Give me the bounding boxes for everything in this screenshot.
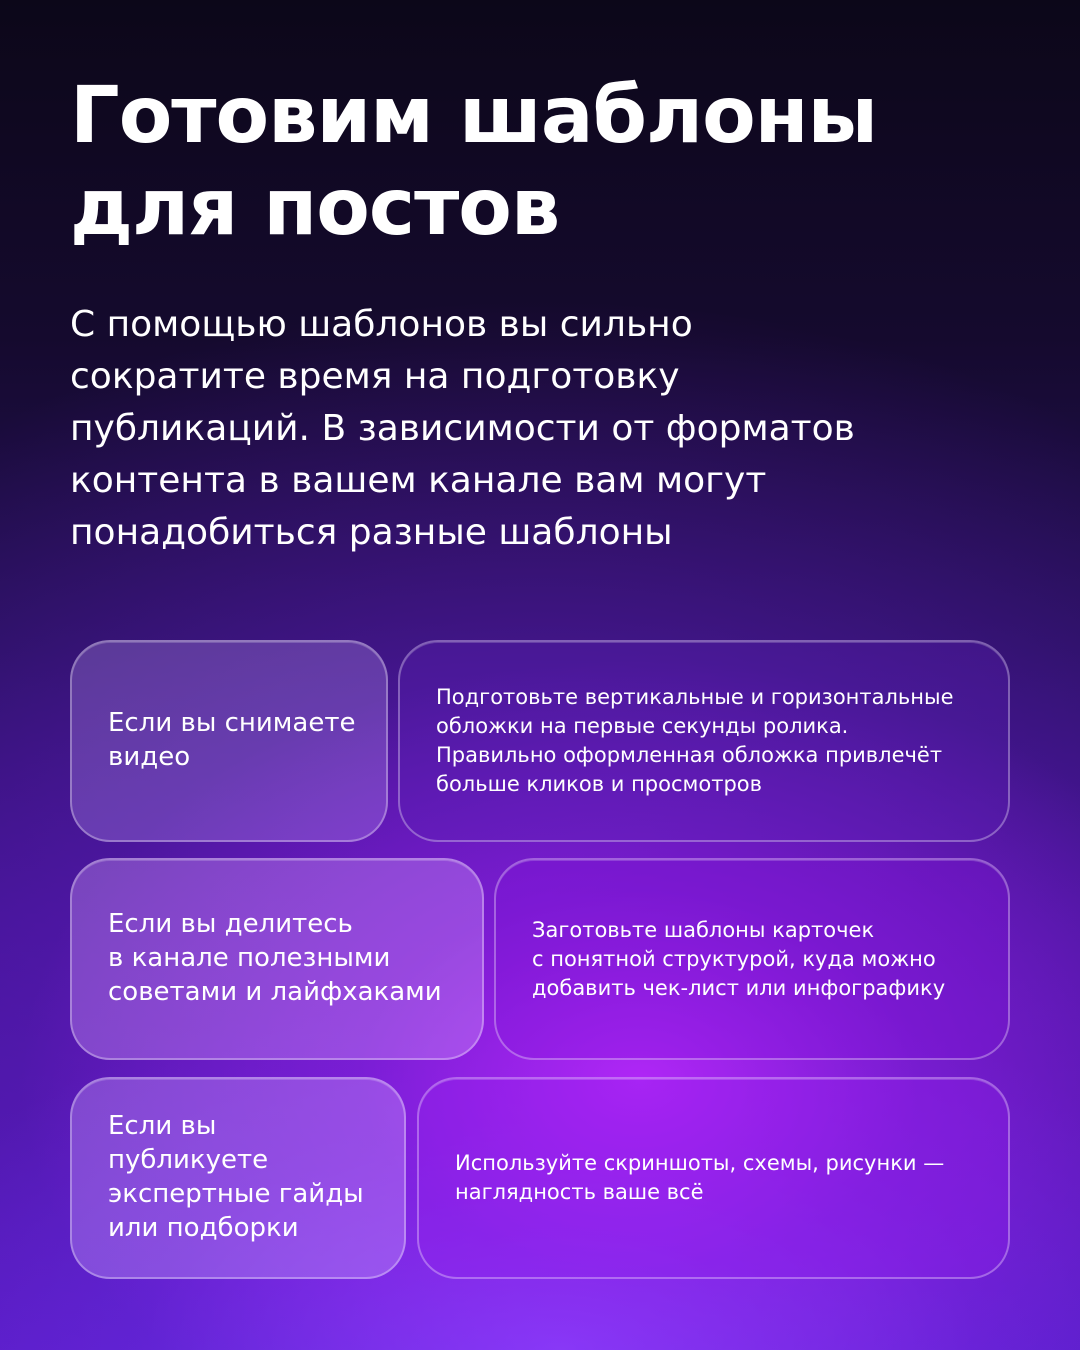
page-headline: Готовим шаблоны для постов	[70, 71, 878, 253]
card-guides-label: Если вы публикуете экспертные гайды или подборки	[108, 1111, 364, 1243]
card-video-condition	[70, 640, 388, 842]
card-guides-description: Используйте скриншоты, схемы, рисунки — наглядность ваше всё	[455, 1151, 945, 1204]
card-guides-condition	[70, 1077, 406, 1279]
card-video-tip	[398, 640, 1010, 842]
card-tips-description: Заготовьте шаблоны карточек с понятной структурой, куда можно добавить чек-лист или инфографику	[532, 917, 946, 1000]
card-video-label: Если вы снимаете видео	[108, 708, 356, 772]
intro-paragraph: С помощью шаблонов вы сильно сократите время на подготовку публикаций. В зависимости от форматов контента в вашем канале вам могут понадобиться разные шаблоны	[70, 304, 855, 553]
card-tips-condition	[70, 858, 484, 1060]
card-guides-tip	[417, 1077, 1010, 1279]
card-tips-tip	[494, 858, 1010, 1060]
card-tips-label: Если вы делитесь в канале полезными советами и лайфхаками	[108, 909, 442, 1007]
card-video-description: Подготовьте вертикальные и горизонтальные обложки на первые секунды ролика. Правильно оформленная обложка привлечёт больше кликов и просмотров	[436, 685, 954, 796]
